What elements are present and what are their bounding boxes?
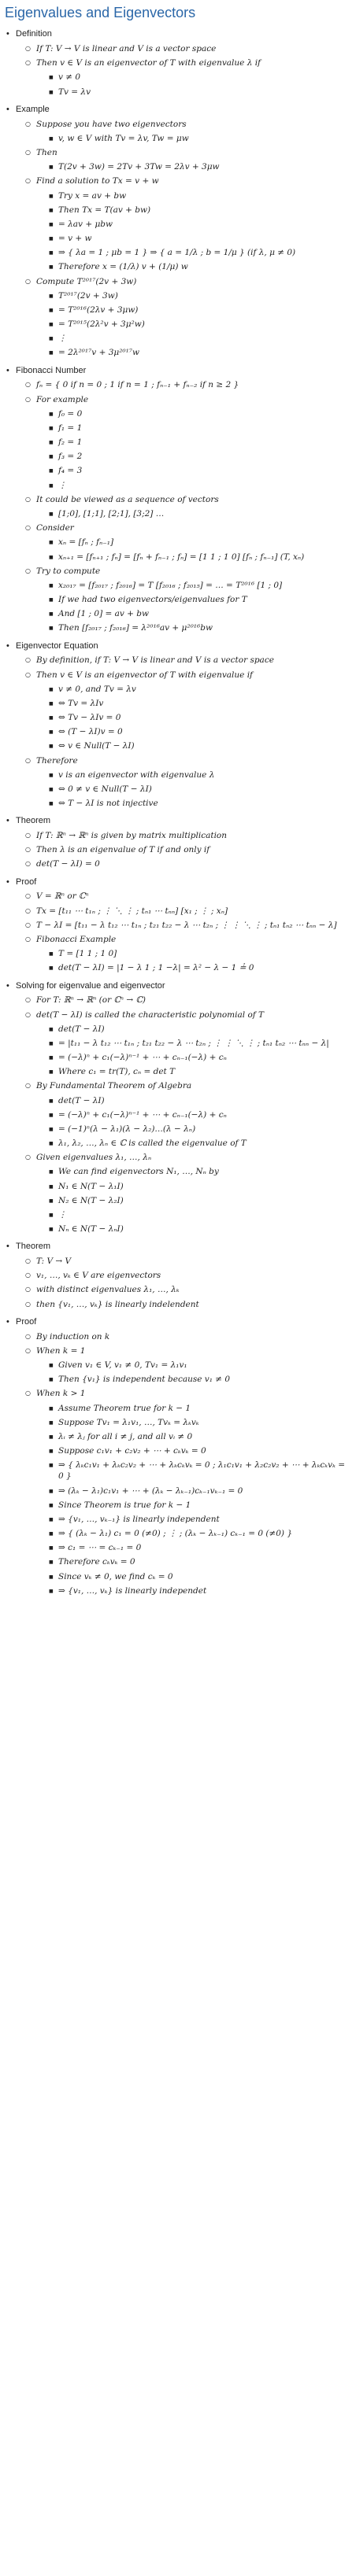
list-item [5,594,351,605]
list-item [5,1138,351,1149]
list-item [5,1556,351,1567]
item-text: = (−λ)ⁿ + c₁(−λ)ⁿ⁻¹ + ⋯ + cₙ₋₁(−λ) + cₙ [58,1109,227,1120]
list-item [5,247,351,258]
list-item [5,1585,351,1596]
list-item [5,1080,351,1091]
list-item [5,1374,351,1385]
item-text: T(2v + 3w) = 2Tv + 3Tw = 2λv + 3μw [58,162,220,172]
list-item [5,566,351,577]
section-heading: • Definition [5,28,351,40]
item-text: By definition, if T: V → V is linear and V is a vector space [36,655,274,666]
list-item [5,304,351,316]
list-item [5,205,351,216]
list-item [5,906,351,917]
item-text: Find a solution to Tx = v + w [36,176,159,186]
list-item [5,43,351,54]
list-item [5,798,351,809]
list-item [5,119,351,130]
item-text: Nₙ ∈ N(T − λₙI) [58,1224,124,1234]
item-text: v ≠ 0, and Tv = λv [58,684,136,694]
section [5,28,351,98]
list-item [5,1445,351,1456]
item-text: det(T − λI) [58,1024,105,1034]
section-heading: • Example [5,104,351,116]
list-item [5,1038,351,1049]
item-text: For example [36,394,89,404]
item-text: Then λ is an eigenvalue of T if and only if [36,845,210,855]
list-item [5,290,351,301]
list-item [5,552,351,563]
list-item [5,147,351,158]
item-text: Suppose Tv₁ = λ₁v₁, …, Tvₖ = λₖvₖ [58,1417,199,1427]
section-heading: • Eigenvector Equation [5,640,351,652]
item-text: with distinct eigenvalues λ₁, …, λₖ [36,1285,180,1295]
list-item [5,1284,351,1295]
list-item [5,1299,351,1310]
item-text: Then {v₁} is independent because v₁ ≠ 0 [58,1375,231,1385]
item-text: T = [1 1 ; 1 0] [58,949,117,959]
list-item [5,1542,351,1553]
item-text: λ₁, λ₂, …, λₙ ∈ ℂ is called the eigenvalue of T [58,1139,247,1149]
list-item [5,437,351,448]
list-item [5,1209,351,1220]
item-text: v₁, …, vₖ ∈ V are eigenvectors [36,1271,161,1281]
list-item [5,175,351,186]
item-text: Assume Theorem true for k − 1 [58,1403,191,1413]
item-text: Therefore [36,755,78,766]
list-item [5,1270,351,1281]
list-item [5,830,351,841]
item-text: v, w ∈ V with Tv = λv, Tw = μw [58,133,189,143]
list-item [5,333,351,344]
item-text: N₂ ∈ N(T − λ₂I) [58,1195,124,1205]
item-text: Given eigenvalues λ₁, …, λₙ [36,1153,152,1163]
item-text: f₁ = 1 [58,423,83,433]
section-heading: • Theorem [5,815,351,827]
item-text: And [1 ; 0] = av + bw [58,609,150,619]
item-text: [1;0], [1;1], [2;1], [3;2] … [58,508,165,519]
item-text: then {v₁, …, vₖ} is linearly indelendent [36,1299,199,1309]
list-item [5,1024,351,1035]
list-item [5,1195,351,1206]
section [5,815,351,869]
list-item [5,1345,351,1356]
item-text: T − λI = [t₁₁ − λ t₁₂ ⋯ t₁ₙ ; t₂₁ t₂₂ − λ ⋯ t₂ₙ ; ⋮ ⋮ ⋱ ⋮ ; tₙ₁ tₙ₂ ⋯ tₙₙ − λ] [36,920,337,930]
item-text: f₃ = 2 [58,452,83,462]
item-text: = T²⁰¹⁶(2λv + 3μw) [58,304,139,315]
list-item [5,261,351,272]
list-item [5,508,351,519]
list-item [5,1388,351,1399]
section [5,640,351,810]
section [5,1241,351,1310]
notes-content [5,28,351,1596]
section-heading: • Fibonacci Number [5,365,351,377]
list-item [5,1052,351,1063]
item-text: Therefore x = (1/λ) v + (1/μ) w [58,262,188,272]
list-item [5,1095,351,1106]
list-item [5,161,351,172]
item-text: = 2λ²⁰¹⁷v + 3μ²⁰¹⁷w [58,348,140,358]
item-text: x₂₀₁₇ = [f₂₀₁₇ ; f₂₀₁₆] = T [f₂₀₁₆ ; f₂₀₁₅] = … = T²⁰¹⁶ [1 ; 0] [58,580,283,590]
list-item [5,920,351,931]
item-text: When k > 1 [36,1389,86,1399]
list-item [5,1152,351,1163]
list-item [5,1571,351,1582]
item-text: ⇒ { λa = 1 ; μb = 1 } ⇒ { a = 1/λ ; b = 1/μ } (if λ, μ ≠ 0) [58,248,296,258]
page-title: Eigenvalues and Eigenvectors [5,5,196,20]
list-item [5,1223,351,1234]
item-text: Then v ∈ V is an eigenvector of T with eigenvalue λ if [36,58,261,68]
item-text: Since vₖ ≠ 0, we find cₖ = 0 [58,1571,173,1581]
section [5,877,351,974]
item-text: Compute T²⁰¹⁷(2v + 3w) [36,276,137,286]
item-text: Then Tx = T(av + bw) [58,205,151,215]
section [5,104,351,359]
list-item [5,1124,351,1135]
list-item [5,319,351,330]
list-item [5,379,351,390]
item-text: T²⁰¹⁷(2v + 3w) [58,290,118,301]
list-item [5,1166,351,1177]
list-item [5,684,351,695]
item-text: We can find eigenvectors N₁, …, Nₙ by [58,1167,219,1177]
item-text: V = ℝⁿ or ℂⁿ [36,891,89,902]
list-item [5,1256,351,1267]
list-item [5,948,351,959]
item-text: det(T − λI) [58,1095,105,1105]
item-text: Try x = av + bw [58,190,127,201]
list-item [5,451,351,462]
list-item [5,1109,351,1120]
list-item [5,87,351,98]
list-item [5,622,351,633]
section-heading: • Solving for eigenvalue and eigenvector [5,980,351,992]
item-text: ⋮ [58,480,67,490]
item-text: ⇒ {v₁, …, vₖ₋₁} is linearly independent [58,1514,220,1524]
item-text: = λav + μbw [58,219,113,229]
list-item [5,480,351,491]
item-text: Tv = λv [58,87,91,97]
list-item [5,740,351,751]
list-item [5,784,351,795]
list-item [5,580,351,591]
list-item [5,494,351,505]
section [5,980,351,1235]
item-text: Given v₁ ∈ V, v₁ ≠ 0, Tv₁ = λ₁v₁ [58,1360,187,1370]
item-text: N₁ ∈ N(T − λ₁I) [58,1181,124,1191]
item-text: v is an eigenvector with eigenvalue λ [58,769,215,780]
item-text: = v + w [58,234,92,244]
item-text: λᵢ ≠ λⱼ for all i ≠ j, and all vᵢ ≠ 0 [58,1431,193,1441]
item-text: Where c₁ = tr(T), cₙ = det T [58,1067,176,1077]
list-item [5,1460,351,1482]
item-text: It could be viewed as a sequence of vectors [36,494,219,504]
list-item [5,698,351,709]
item-text: Therefore cₖvₖ = 0 [58,1557,135,1567]
list-item [5,769,351,781]
section-heading: • Theorem [5,1241,351,1253]
list-item [5,233,351,244]
list-item [5,57,351,68]
item-text: ⇔ 0 ≠ v ∈ Null(T − λI) [58,784,152,794]
section-heading: • Proof [5,877,351,888]
item-text: Then [f₂₀₁₇ ; f₂₀₁₆] = λ²⁰¹⁶av + μ²⁰¹⁶bw [58,623,213,633]
list-item [5,522,351,533]
item-text: ⇔ T − λI is not injective [58,799,158,809]
list-item [5,934,351,945]
item-text: ⇔ (T − λI)v = 0 [58,727,123,737]
item-text: Then v ∈ V is an eigenvector of T with eigenvalue if [36,670,253,680]
item-text: ⋮ [58,334,67,344]
item-text: v ≠ 0 [58,72,81,83]
item-text: f₄ = 3 [58,466,83,476]
list-item [5,1485,351,1497]
item-text: ⋮ [58,1209,67,1220]
list-item [5,72,351,83]
list-item [5,1009,351,1020]
list-item [5,962,351,973]
item-text: ⇔ v ∈ Null(T − λI) [58,741,135,751]
item-text: = |t₁₁ − λ t₁₂ ⋯ t₁ₙ ; t₂₁ t₂₂ − λ ⋯ t₂ₙ ; ⋮ ⋮ ⋱ ⋮ ; tₙ₁ tₙ₂ ⋯ tₙₙ − λ| [58,1038,329,1048]
list-item [5,133,351,144]
list-item [5,844,351,855]
item-text: Try to compute [36,566,101,576]
item-text: det(T − λI) is called the characteristic polynomial of T [36,1009,265,1020]
item-text: = (−1)ⁿ(λ − λ₁)(λ − λ₂)…(λ − λₙ) [58,1124,196,1134]
list-item [5,1514,351,1525]
list-item [5,1431,351,1442]
item-text: ⇔ Tv − λIv = 0 [58,713,121,723]
item-text: If we had two eigenvectors/eigenvalues for T [58,595,247,605]
list-item [5,1417,351,1428]
item-text: If T: V → V is linear and V is a vector space [36,44,217,54]
item-text: ⇒ c₁ = ⋯ = cₖ₋₁ = 0 [58,1543,142,1553]
item-text: det(T − λI) = 0 [36,859,100,869]
list-item [5,423,351,434]
item-text: By induction on k [36,1331,110,1342]
item-text: Since Theorem is true for k − 1 [58,1500,191,1510]
item-text: = (−λ)ⁿ + c₁(−λ)ⁿ⁻¹ + ⋯ + cₙ₋₁(−λ) + cₙ [58,1053,227,1063]
item-text: Fibonacci Example [36,934,117,944]
list-item [5,465,351,476]
item-text: If T: ℝⁿ → ℝⁿ is given by matrix multiplication [36,831,228,841]
list-item [5,891,351,902]
list-item [5,995,351,1006]
list-item [5,219,351,230]
item-text: ⇒ {v₁, …, vₖ} is linearly independet [58,1585,207,1596]
list-item [5,655,351,666]
item-text: det(T − λI) = |1 − λ 1 ; 1 −λ| = λ² − λ − 1 ≟ 0 [58,963,254,973]
list-item [5,408,351,419]
item-text: Tx = [t₁₁ ⋯ t₁ₙ ; ⋮ ⋱ ⋮ ; tₙ₁ ⋯ tₙₙ] [x₁ ; ⋮ ; xₙ] [36,906,228,916]
list-item [5,726,351,737]
list-item [5,1360,351,1371]
section [5,365,351,634]
item-text: For T: ℝⁿ → ℝⁿ (or ℂⁿ → ℂ) [36,995,146,1006]
item-text: Suppose you have two eigenvectors [36,119,187,129]
list-item [5,1181,351,1192]
item-text: When k = 1 [36,1345,86,1356]
item-text: T: V → V [36,1257,72,1267]
list-item [5,394,351,405]
section [5,1316,351,1596]
item-text: ⇔ Tv = λIv [58,698,104,708]
list-item [5,670,351,681]
list-item [5,1528,351,1539]
list-item [5,858,351,869]
section-heading: • Proof [5,1316,351,1328]
item-text: xₙ = [fₙ ; fₙ₋₁] [58,537,114,548]
list-item [5,712,351,723]
list-item [5,1500,351,1511]
list-item [5,1066,351,1077]
item-text: Suppose c₁v₁ + c₂v₂ + ⋯ + cₖvₖ = 0 [58,1446,206,1456]
item-text: ⇒ (λₖ − λ₁)c₁v₁ + ⋯ + (λₖ − λₖ₋₁)cₖ₋₁vₖ₋₁ = 0 [58,1485,243,1496]
item-text: ⇒ { (λₖ − λ₁) c₁ = 0 (≠0) ; ⋮ ; (λₖ − λₖ₋₁) cₖ₋₁ = 0 (≠0) } [58,1529,293,1539]
item-text: fₙ = { 0 if n = 0 ; 1 if n = 1 ; fₙ₋₁ + fₙ₋₂ if n ≥ 2 } [36,380,239,390]
list-item [5,1403,351,1414]
item-text: f₂ = 1 [58,437,83,448]
list-item [5,190,351,201]
item-text: f₀ = 0 [58,408,83,419]
item-text: xₙ₊₁ = [fₙ₊₁ ; fₙ] = [fₙ + fₙ₋₁ ; fₙ] = [1 1 ; 1 0] [fₙ ; fₙ₋₁] (T, xₙ) [58,552,305,562]
list-item [5,755,351,766]
item-text: Then [36,148,57,158]
list-item [5,276,351,287]
list-item [5,1331,351,1342]
item-text: ⇒ { λₖc₁v₁ + λₖc₂v₂ + ⋯ + λₖcₖvₖ = 0 ; λ₁c₁v₁ + λ₂c₂v₂ + ⋯ + λₖcₖvₖ = 0 } [58,1460,346,1482]
list-item [5,608,351,619]
item-text: Consider [36,523,74,533]
item-text: By Fundamental Theorem of Algebra [36,1081,192,1091]
list-item [5,347,351,358]
list-item [5,537,351,548]
item-text: = T²⁰¹⁵(2λ²v + 3μ²w) [58,319,145,330]
